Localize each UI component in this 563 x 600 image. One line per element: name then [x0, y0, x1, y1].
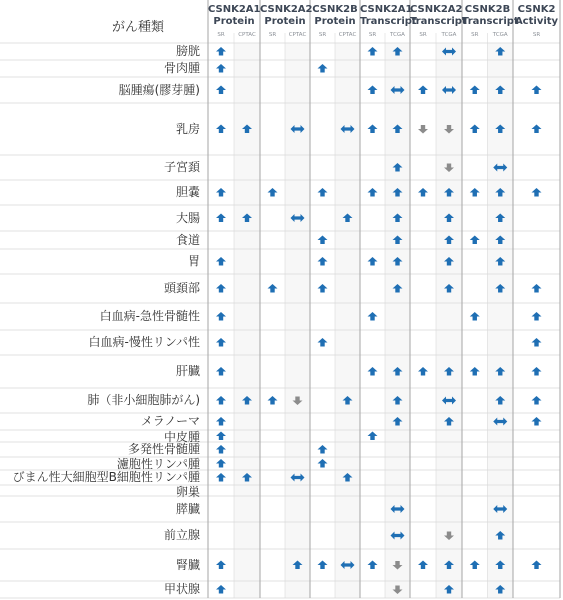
up-arrow-icon: [216, 396, 226, 405]
up-arrow-icon: [318, 257, 328, 266]
up-arrow-icon: [470, 188, 480, 197]
group-header: [513, 4, 560, 28]
up-arrow-icon: [268, 284, 278, 293]
row-label: 乳房: [175, 121, 200, 136]
row-label: 肺（非小細胞肺がん): [87, 393, 200, 407]
up-arrow-icon: [368, 367, 378, 376]
group-header-line1: CSNK2: [517, 4, 556, 15]
group-header-line1: CSNK2B: [464, 4, 511, 15]
up-arrow-icon: [368, 47, 378, 56]
group-header-line2: Activity: [514, 16, 559, 27]
corner-label: がん種類: [112, 20, 165, 35]
subcolumn-header: SR: [419, 32, 427, 38]
up-arrow-icon: [368, 188, 378, 197]
up-arrow-icon: [470, 125, 480, 134]
row-label: 脳腫瘍(膠芽腫): [118, 82, 200, 97]
row-label: 頭頚部: [163, 281, 200, 295]
up-arrow-icon: [368, 125, 378, 134]
column-shade: [285, 43, 310, 598]
subcolumn-header: SR: [268, 32, 277, 38]
up-arrow-icon: [368, 257, 378, 266]
up-arrow-icon: [216, 47, 226, 56]
row-label: メラノーマ: [140, 414, 200, 428]
up-arrow-icon: [216, 473, 226, 482]
up-arrow-icon: [368, 312, 378, 321]
up-arrow-icon: [418, 367, 428, 376]
row-label: 中皮腫: [163, 430, 200, 444]
group-header-line2: Transcript: [462, 16, 519, 27]
up-arrow-icon: [470, 561, 480, 570]
row-label: 甲状腺: [163, 582, 200, 596]
up-arrow-icon: [368, 432, 378, 441]
up-arrow-icon: [368, 561, 378, 570]
up-arrow-icon: [532, 367, 542, 376]
up-arrow-icon: [216, 257, 226, 266]
up-arrow-icon: [318, 445, 328, 454]
up-arrow-icon: [318, 459, 328, 468]
row-label: 骨肉腫: [163, 61, 200, 75]
row-label: びまん性大細胞型B細胞性リンパ腫: [12, 470, 200, 484]
up-arrow-icon: [532, 396, 542, 405]
row-label: 大腸: [175, 210, 200, 225]
up-arrow-icon: [532, 561, 542, 570]
row-label: 前立腺: [163, 528, 200, 542]
subcolumn-header: TCGA: [492, 32, 508, 38]
down-arrow-icon: [418, 125, 428, 134]
up-arrow-icon: [216, 214, 226, 223]
row-label: 白血病-急性骨髄性: [99, 309, 200, 323]
group-header-line1: CSNK2A2: [410, 4, 463, 15]
row-label: 肝臓: [175, 364, 200, 378]
up-arrow-icon: [318, 338, 328, 347]
group-header-line1: CSNK2A1: [360, 4, 413, 15]
column-shade: [335, 43, 360, 598]
up-arrow-icon: [368, 86, 378, 95]
up-arrow-icon: [418, 188, 428, 197]
subcolumn-header: CPTAC: [288, 32, 307, 38]
row-label: 膵臓: [175, 501, 200, 516]
subcolumn-header: SR: [368, 32, 377, 38]
subcolumn-header: SR: [471, 32, 479, 38]
up-arrow-icon: [532, 338, 542, 347]
up-arrow-icon: [216, 284, 226, 293]
up-arrow-icon: [470, 367, 480, 376]
up-arrow-icon: [216, 367, 226, 376]
up-arrow-icon: [318, 236, 328, 245]
subcolumn-header: SR: [217, 32, 225, 38]
up-arrow-icon: [216, 432, 226, 441]
up-arrow-icon: [470, 236, 480, 245]
up-arrow-icon: [532, 125, 542, 134]
up-arrow-icon: [216, 445, 226, 454]
subcolumn-header: CPTAC: [338, 32, 357, 38]
row-label: 濾胞性リンパ腫: [116, 457, 200, 471]
group-header-line2: Protein: [213, 16, 255, 27]
up-arrow-icon: [216, 64, 226, 73]
up-arrow-icon: [532, 86, 542, 95]
up-arrow-icon: [532, 417, 542, 426]
group-header: [208, 4, 260, 28]
row-label: 食道: [175, 232, 200, 247]
up-arrow-icon: [268, 396, 278, 405]
up-arrow-icon: [216, 338, 226, 347]
up-arrow-icon: [470, 86, 480, 95]
row-label: 膀胱: [175, 44, 200, 58]
up-arrow-icon: [318, 561, 328, 570]
subcolumn-header: CPTAC: [238, 32, 256, 38]
up-arrow-icon: [216, 417, 226, 426]
subcolumn-header: TCGA: [441, 32, 457, 38]
up-arrow-icon: [318, 64, 328, 73]
subcolumn-header: SR: [318, 32, 327, 38]
up-arrow-icon: [216, 86, 226, 95]
group-header-line2: Protein: [264, 16, 306, 27]
up-arrow-icon: [418, 86, 428, 95]
up-arrow-icon: [216, 312, 226, 321]
row-label: 多発性骨髄腫: [127, 442, 200, 456]
group-header: [360, 4, 417, 28]
subcolumn-header: TCGA: [390, 32, 405, 38]
up-arrow-icon: [216, 188, 226, 197]
group-header-line1: CSNK2B: [312, 4, 358, 15]
group-header: [410, 4, 467, 28]
group-header: [260, 4, 313, 28]
row-label: 卵巣: [175, 485, 200, 499]
group-header-line1: CSNK2A2: [260, 4, 313, 15]
up-arrow-icon: [532, 312, 542, 321]
row-label: 腎臓: [175, 557, 200, 572]
up-arrow-icon: [216, 125, 226, 134]
up-arrow-icon: [216, 459, 226, 468]
up-arrow-icon: [268, 188, 278, 197]
up-arrow-icon: [216, 561, 226, 570]
up-arrow-icon: [470, 312, 480, 321]
group-header-line1: CSNK2A1: [208, 4, 261, 15]
up-arrow-icon: [318, 188, 328, 197]
up-arrow-icon: [418, 561, 428, 570]
group-header: [462, 4, 519, 28]
up-arrow-icon: [532, 284, 542, 293]
group-header: [310, 4, 360, 28]
group-header-line2: Transcript: [410, 16, 467, 27]
subcolumn-header: SR: [532, 32, 541, 38]
row-label: 子宮頚: [163, 160, 200, 174]
row-label: 胆嚢: [175, 185, 200, 199]
row-label: 胃: [187, 254, 200, 268]
up-arrow-icon: [532, 188, 542, 197]
group-header-line2: Transcript: [360, 16, 417, 27]
up-arrow-icon: [318, 284, 328, 293]
up-arrow-icon: [216, 585, 226, 594]
group-header-line2: Protein: [314, 16, 356, 27]
row-label: 白血病-慢性リンパ性: [88, 335, 200, 349]
